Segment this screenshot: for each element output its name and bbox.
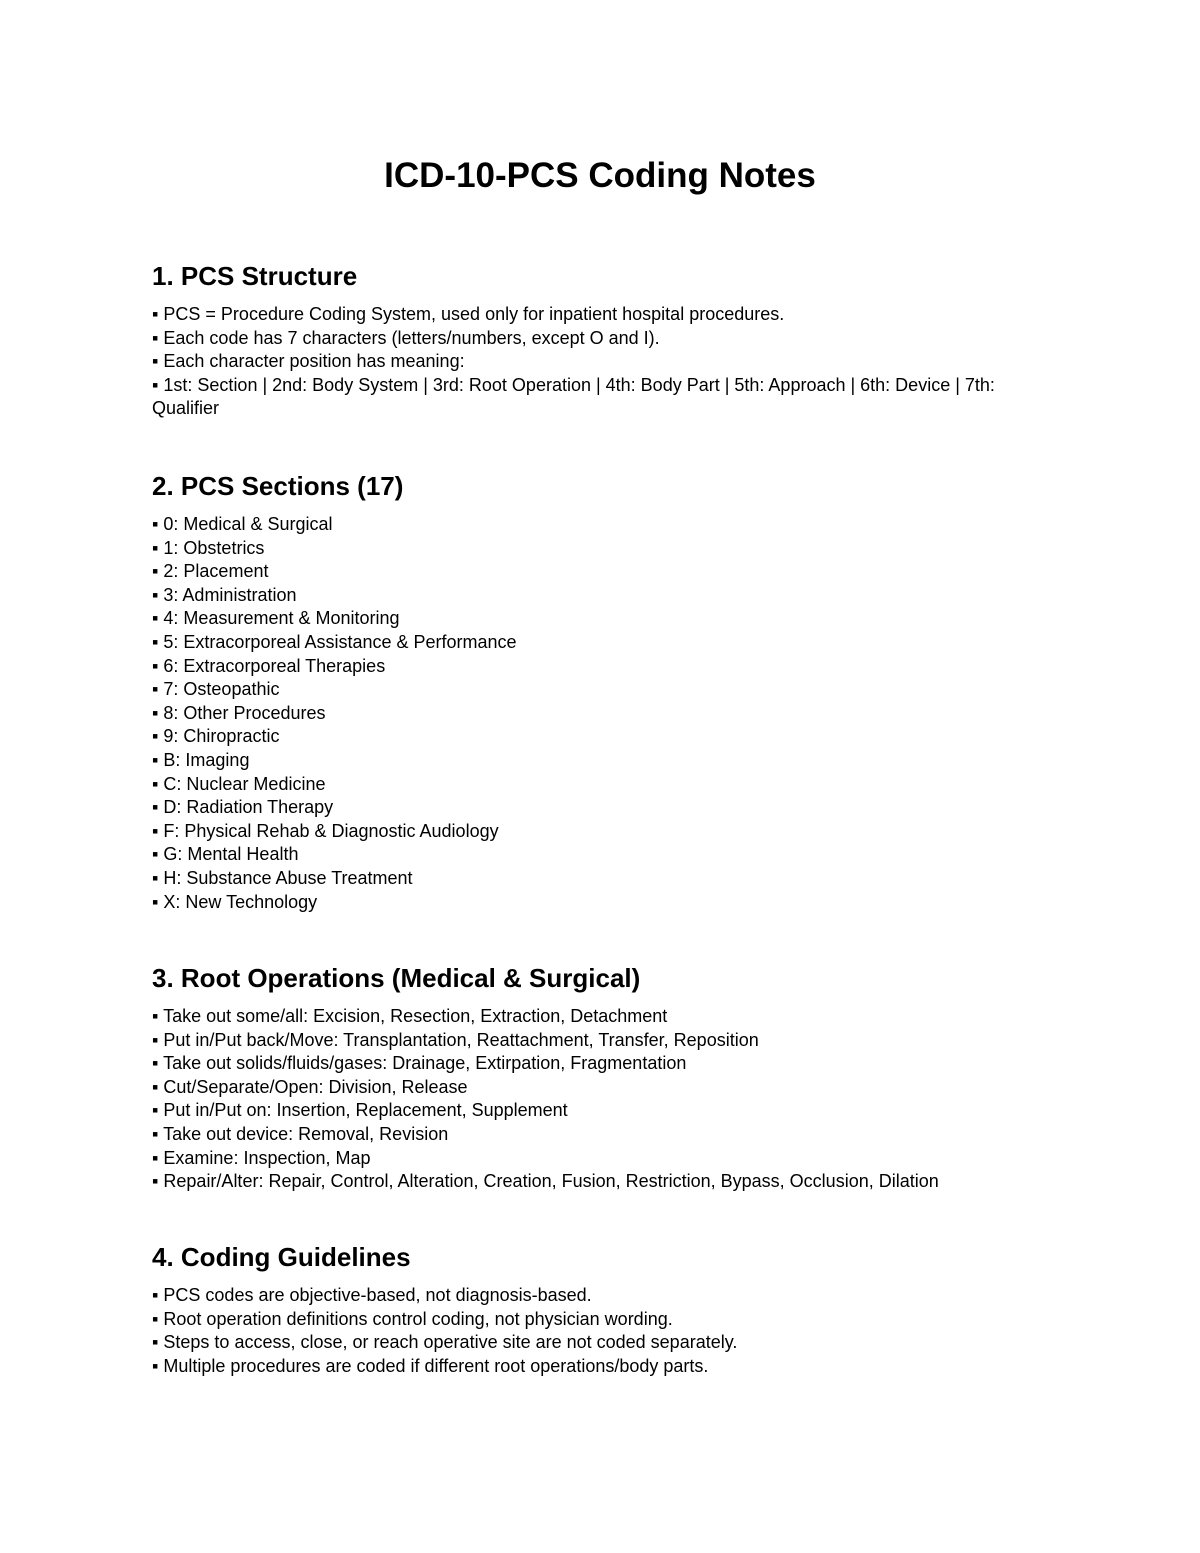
bullet-icon: ▪ [152, 327, 159, 348]
bullet-icon: ▪ [152, 702, 159, 723]
list-item-text: 3: Administration [163, 584, 297, 605]
list-item-text: B: Imaging [163, 749, 250, 770]
list-item-text: X: New Technology [163, 891, 318, 912]
list-item [152, 1029, 1052, 1053]
list-item [152, 350, 1052, 374]
bullet-icon: ▪ [152, 1006, 159, 1026]
list-item [152, 513, 1052, 537]
list-item [152, 1308, 1052, 1332]
bullet-icon: ▪ [152, 1053, 159, 1074]
list-item [152, 1123, 1052, 1147]
list-item [152, 1284, 1052, 1308]
list-item-text: Steps to access, close, or reach operative site are not coded separately. [163, 1332, 738, 1353]
bullet-icon: ▪ [152, 631, 159, 652]
bullet-icon: ▪ [152, 726, 159, 747]
bullet-list [152, 303, 1052, 421]
bullet-icon: ▪ [152, 608, 159, 629]
list-item-text: 9: Chiropractic [163, 726, 280, 747]
section-coding-guidelines [152, 1241, 1052, 1378]
bullet-icon: ▪ [152, 867, 159, 888]
bullet-list [152, 513, 1052, 914]
list-item [152, 773, 1052, 797]
bullet-icon: ▪ [152, 1171, 159, 1192]
list-item [152, 1170, 1052, 1194]
list-item [152, 1355, 1052, 1379]
bullet-icon: ▪ [152, 1355, 159, 1376]
bullet-icon: ▪ [152, 797, 159, 818]
bullet-list [152, 1005, 1052, 1194]
list-item-text: Cut/Separate/Open: Division, Release [163, 1076, 468, 1097]
bullet-icon: ▪ [152, 537, 159, 558]
list-item-text: C: Nuclear Medicine [163, 773, 326, 794]
list-item-text: 2: Placement [163, 561, 269, 582]
bullet-icon: ▪ [152, 374, 159, 395]
page-title: ICD-10-PCS Coding Notes [384, 156, 816, 195]
list-item-text: Each character position has meaning: [163, 351, 465, 372]
list-item [152, 702, 1052, 726]
bullet-icon: ▪ [152, 1076, 159, 1097]
bullet-icon: ▪ [152, 1332, 159, 1353]
bullet-icon: ▪ [152, 891, 159, 912]
list-item [152, 327, 1052, 351]
bullet-icon: ▪ [152, 561, 159, 582]
list-item [152, 1331, 1052, 1355]
list-item [152, 867, 1052, 891]
list-item-text: Root operation definitions control coding, not physician wording. [163, 1308, 673, 1329]
list-item-text: Take out solids/fluids/gases: Drainage, Extirpation, Fragmentation [163, 1053, 687, 1074]
list-item-text: G: Mental Health [163, 844, 299, 865]
list-item-text: 4: Measurement & Monitoring [163, 608, 400, 629]
list-item [152, 843, 1052, 867]
list-item [152, 1005, 1052, 1029]
section-pcs-structure [152, 260, 1052, 421]
bullet-list [152, 1284, 1052, 1378]
list-item-text: 0: Medical & Surgical [163, 514, 333, 534]
list-item-text: Multiple procedures are coded if different root operations/body parts. [163, 1355, 709, 1376]
list-item [152, 1052, 1052, 1076]
bullet-icon: ▪ [152, 773, 159, 794]
list-item-text: D: Radiation Therapy [163, 797, 334, 818]
bullet-icon: ▪ [152, 1029, 159, 1050]
list-item [152, 1147, 1052, 1171]
section-heading: 1. PCS Structure [152, 261, 358, 291]
list-item [152, 655, 1052, 679]
list-item [152, 584, 1052, 608]
bullet-icon: ▪ [152, 304, 159, 324]
list-item [152, 607, 1052, 631]
list-item-text: Each code has 7 characters (letters/numbers, except O and I). [163, 327, 660, 348]
list-item-text: Take out some/all: Excision, Resection, Extraction, Detachment [163, 1006, 668, 1026]
list-item-text: 8: Other Procedures [163, 702, 326, 723]
list-item-text: 6: Extracorporeal Therapies [163, 655, 386, 676]
bullet-icon: ▪ [152, 749, 159, 770]
list-item-text: PCS = Procedure Coding System, used only for inpatient hospital procedures. [163, 304, 785, 324]
list-item-text: 5: Extracorporeal Assistance & Performance [163, 631, 517, 652]
list-item-text: F: Physical Rehab & Diagnostic Audiology [163, 820, 499, 841]
list-item-text: Examine: Inspection, Map [163, 1147, 371, 1168]
bullet-icon: ▪ [152, 514, 159, 534]
list-item [152, 796, 1052, 820]
bullet-icon: ▪ [152, 1123, 159, 1144]
bullet-icon: ▪ [152, 679, 159, 700]
list-item [152, 891, 1052, 915]
list-item [152, 537, 1052, 561]
section-heading: 4. Coding Guidelines [152, 1242, 411, 1272]
bullet-icon: ▪ [152, 351, 159, 372]
list-item [152, 374, 1052, 421]
list-item-text: Repair/Alter: Repair, Control, Alteration, Creation, Fusion, Restriction, Bypass, Occlusion, Dilation [163, 1171, 939, 1192]
bullet-icon: ▪ [152, 1147, 159, 1168]
bullet-icon: ▪ [152, 584, 159, 605]
section-pcs-sections [152, 470, 1052, 914]
bullet-icon: ▪ [152, 1100, 159, 1121]
bullet-icon: ▪ [152, 844, 159, 865]
section-root-operations [152, 962, 1052, 1194]
list-item [152, 1076, 1052, 1100]
list-item [152, 678, 1052, 702]
list-item-text: 1: Obstetrics [163, 537, 265, 558]
list-item-text: PCS codes are objective-based, not diagnosis-based. [163, 1285, 592, 1305]
bullet-icon: ▪ [152, 1308, 159, 1329]
section-heading: 3. Root Operations (Medical & Surgical) [152, 963, 641, 993]
section-heading: 2. PCS Sections (17) [152, 471, 404, 501]
list-item [152, 725, 1052, 749]
bullet-icon: ▪ [152, 820, 159, 841]
list-item-text: 1st: Section | 2nd: Body System | 3rd: Root Operation | 4th: Body Part | 5th: Approach | 6th: Device | 7th: Qualifier [152, 374, 995, 419]
list-item-text: H: Substance Abuse Treatment [163, 867, 413, 888]
list-item-text: 7: Osteopathic [163, 679, 280, 700]
list-item [152, 1099, 1052, 1123]
list-item-text: Put in/Put back/Move: Transplantation, Reattachment, Transfer, Reposition [163, 1029, 759, 1050]
list-item [152, 820, 1052, 844]
list-item [152, 560, 1052, 584]
list-item [152, 749, 1052, 773]
list-item [152, 303, 1052, 327]
list-item-text: Take out device: Removal, Revision [163, 1123, 449, 1144]
list-item-text: Put in/Put on: Insertion, Replacement, Supplement [163, 1100, 568, 1121]
list-item [152, 631, 1052, 655]
bullet-icon: ▪ [152, 655, 159, 676]
bullet-icon: ▪ [152, 1285, 159, 1305]
